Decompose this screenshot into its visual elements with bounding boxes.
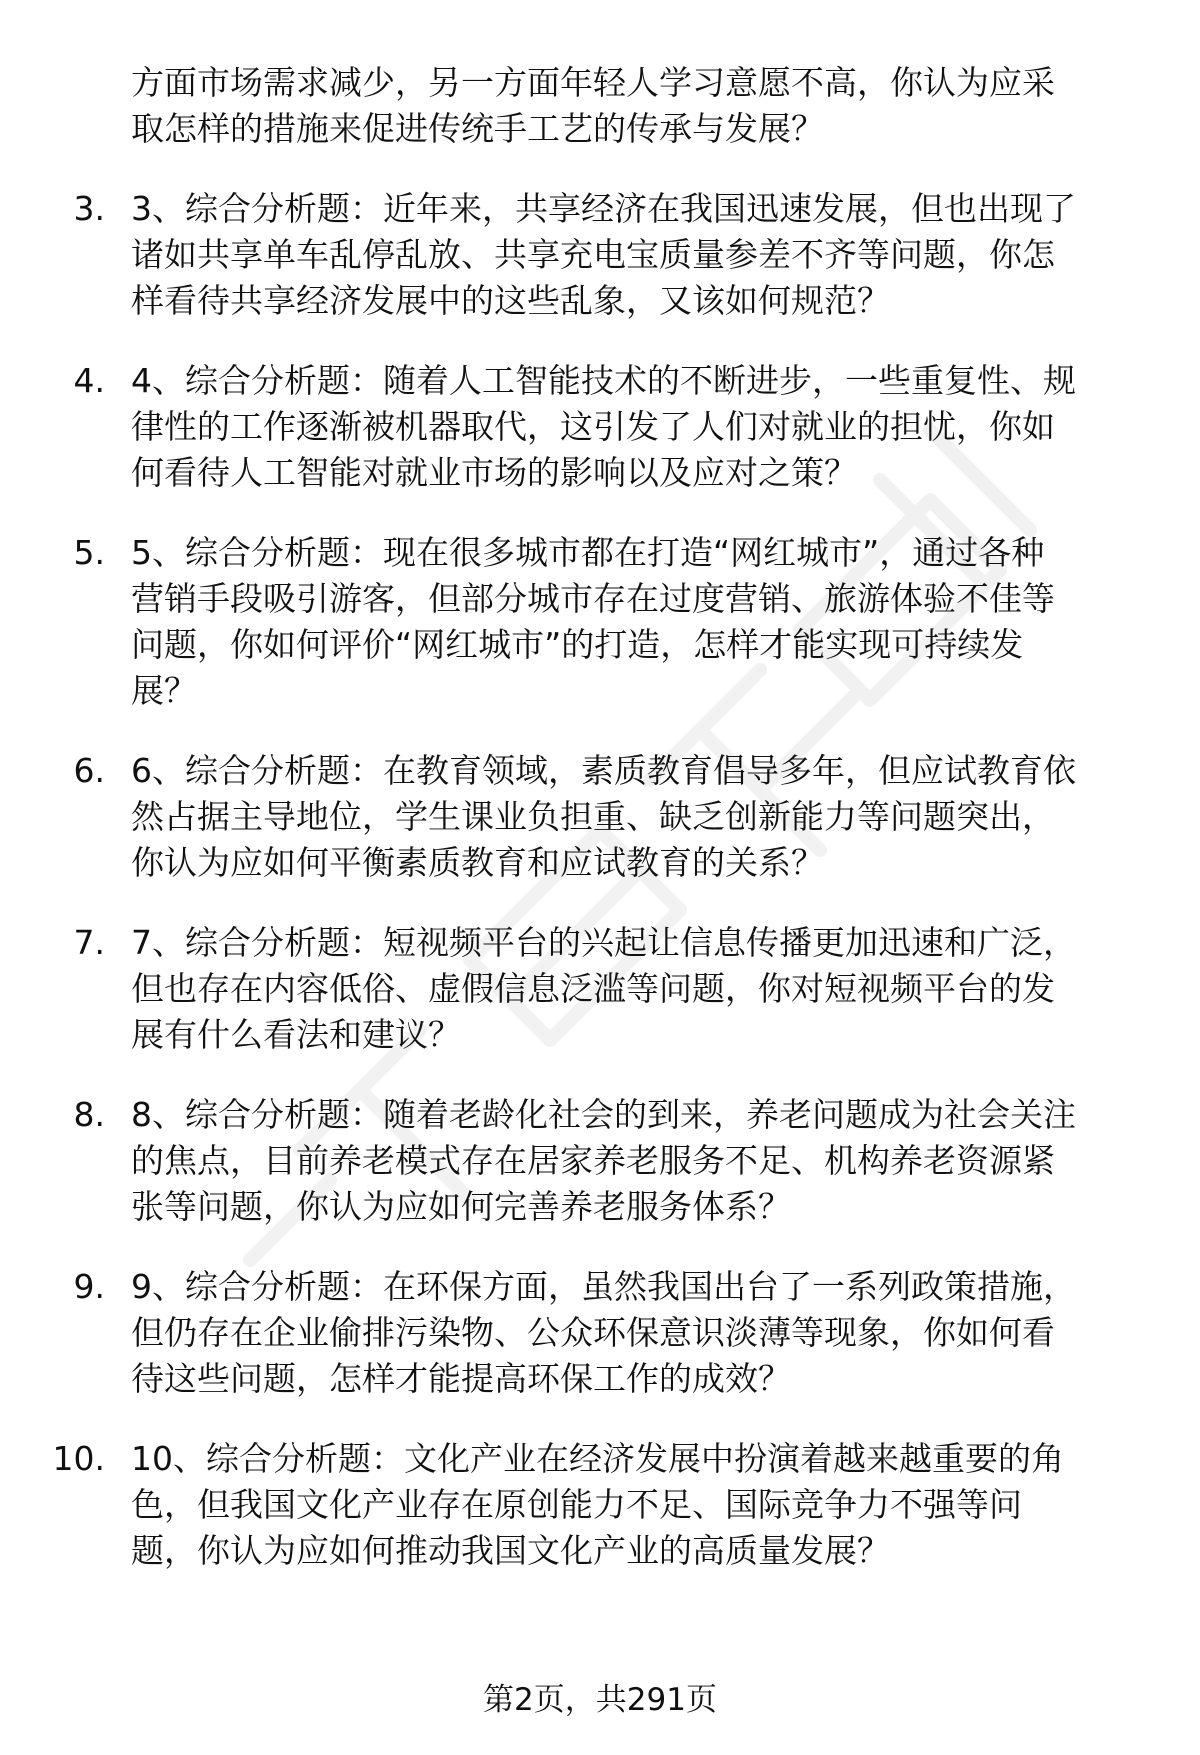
question-item-5 [0,530,1200,714]
continuation-line: 取怎样的措施来促进传统手工艺的传承与发展？ [131,109,824,148]
question-item-10 [0,1436,1200,1574]
item-line: 但仍存在企业偷排污染物、公众环保意识淡薄等现象，你如何看 [131,1313,1055,1352]
item-line: 张等问题，你认为应如何完善养老服务体系？ [131,1187,791,1226]
item-text [131,186,1161,324]
item-number: 4. [73,361,105,400]
item-number: 5. [73,533,105,572]
item-line: 样看待共享经济发展中的这些乱象，又该如何规范？ [131,281,890,320]
item-line: 8、综合分析题：随着老龄化社会的到来，养老问题成为社会关注 [131,1095,1076,1134]
question-item-8 [0,1092,1200,1230]
question-item-3 [0,186,1200,324]
item-number: 10. [52,1439,105,1478]
item-line: 5、综合分析题：现在很多城市都在打造“网红城市”，通过各种 [131,533,1045,572]
item-number: 3. [73,189,105,228]
item-number: 8. [73,1095,105,1134]
item-line: 问题，你如何评价“网红城市”的打造，怎样才能实现可持续发 [131,625,1024,664]
item-line: 展？ [131,671,197,710]
item-line: 的焦点，目前养老模式存在居家养老服务不足、机构养老资源紧 [131,1141,1055,1180]
item-line: 律性的工作逐渐被机器取代，这引发了人们对就业的担忧，你如 [131,407,1055,446]
item-text [131,530,1161,714]
item-text [131,1092,1161,1230]
question-item-7 [0,920,1200,1058]
item-line: 待这些问题，怎样才能提高环保工作的成效？ [131,1359,791,1398]
item-number: 9. [73,1267,105,1306]
item-text [131,358,1161,496]
question-item-9 [0,1264,1200,1402]
item-line: 但也存在内容低俗、虚假信息泛滥等问题，你对短视频平台的发 [131,969,1055,1008]
item-line: 7、综合分析题：短视频平台的兴起让信息传播更加迅速和广泛， [131,923,1076,962]
item-line: 9、综合分析题：在环保方面，虽然我国出台了一系列政策措施， [131,1267,1076,1306]
item-text [131,920,1161,1058]
item-text [131,1436,1161,1574]
continuation-paragraph [131,60,1161,152]
item-text [131,1264,1161,1402]
item-line: 诸如共享单车乱停乱放、共享充电宝质量参差不齐等问题，你怎 [131,235,1055,274]
page-footer: 第2页，共291页 [483,1682,717,1718]
item-line: 3、综合分析题：近年来，共享经济在我国迅速发展，但也出现了 [131,189,1076,228]
item-line: 营销手段吸引游客，但部分城市存在过度营销、旅游体验不佳等 [131,579,1055,618]
item-text [131,748,1161,886]
item-line: 10、综合分析题：文化产业在经济发展中扮演着越来越重要的角 [131,1439,1064,1478]
item-line: 何看待人工智能对就业市场的影响以及应对之策？ [131,453,857,492]
question-item-6 [0,748,1200,886]
item-line: 你认为应如何平衡素质教育和应试教育的关系？ [131,843,824,882]
item-line: 4、综合分析题：随着人工智能技术的不断进步，一些重复性、规 [131,361,1076,400]
item-number: 6. [73,751,105,790]
item-line: 题，你认为应如何推动我国文化产业的高质量发展？ [131,1531,890,1570]
item-line: 然占据主导地位，学生课业负担重、缺乏创新能力等问题突出， [131,797,1055,836]
question-item-4 [0,358,1200,496]
item-number: 7. [73,923,105,962]
item-line: 色，但我国文化产业存在原创能力不足、国际竞争力不强等问 [131,1485,1022,1524]
continuation-line: 方面市场需求减少，另一方面年轻人学习意愿不高，你认为应采 [131,63,1055,102]
item-line: 6、综合分析题：在教育领域，素质教育倡导多年，但应试教育依 [131,751,1076,790]
question-list [0,186,1200,1608]
item-line: 展有什么看法和建议？ [131,1015,461,1054]
